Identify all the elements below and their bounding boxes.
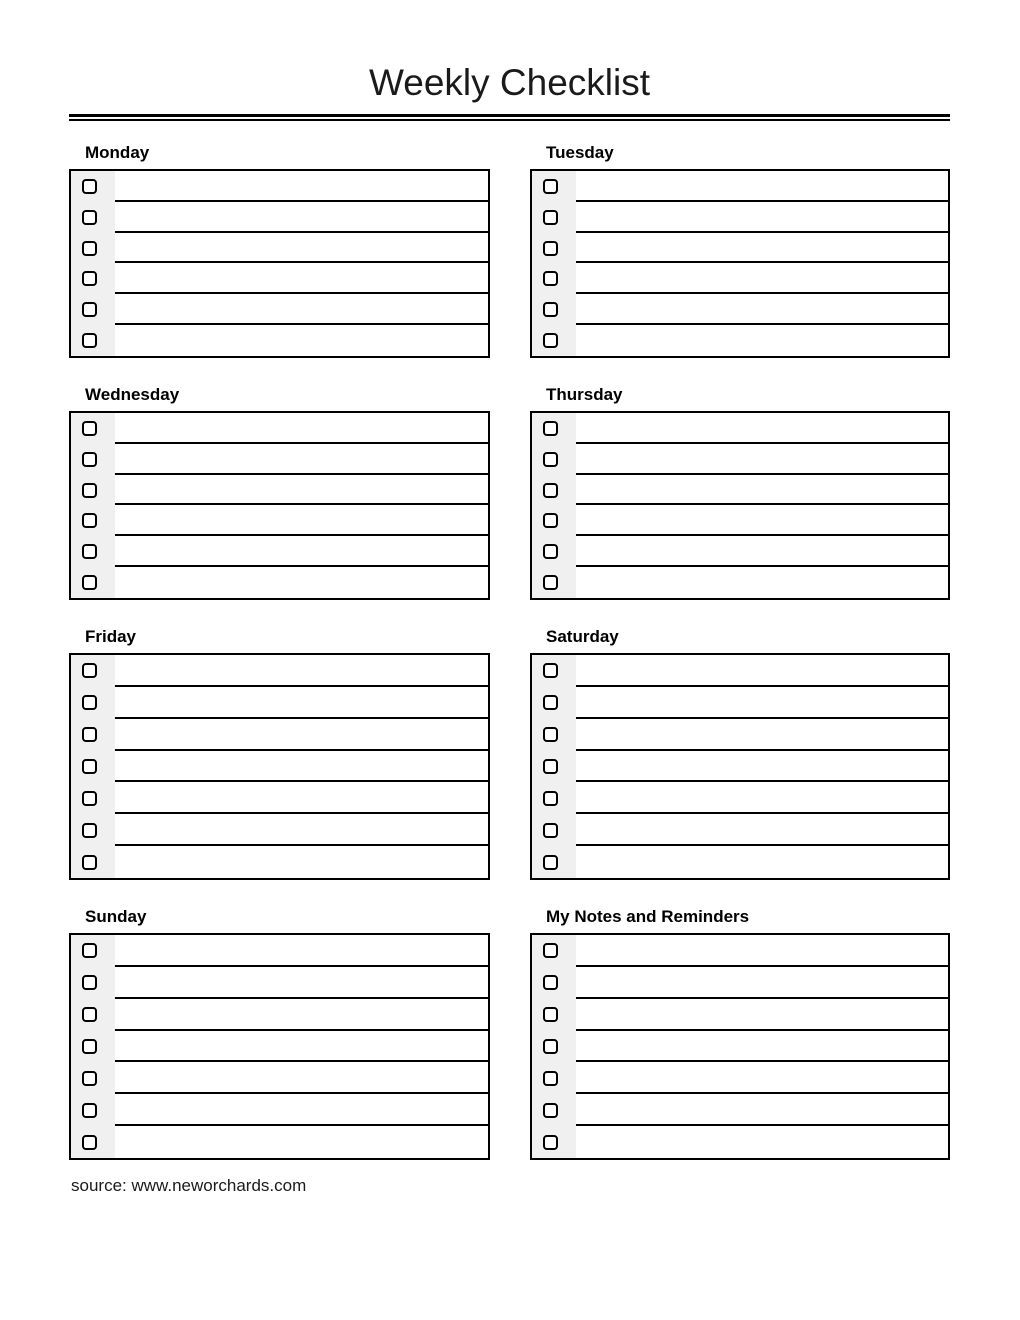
checkbox[interactable] bbox=[543, 663, 558, 678]
check-row bbox=[71, 325, 488, 356]
entry-line[interactable] bbox=[115, 536, 488, 567]
entry-line[interactable] bbox=[576, 999, 948, 1031]
check-row bbox=[532, 413, 948, 444]
entry-line[interactable] bbox=[576, 202, 948, 233]
checkbox-cell bbox=[71, 782, 115, 814]
checklist-box-friday bbox=[69, 653, 490, 880]
checkbox[interactable] bbox=[82, 575, 97, 590]
checkbox-cell bbox=[71, 325, 115, 356]
entry-line[interactable] bbox=[576, 719, 948, 751]
checkbox[interactable] bbox=[82, 333, 97, 348]
page-content bbox=[69, 0, 950, 1196]
section-title-friday: Friday bbox=[85, 627, 137, 646]
entry-line[interactable] bbox=[115, 935, 488, 967]
check-row bbox=[71, 751, 488, 783]
checkbox[interactable] bbox=[543, 943, 558, 958]
checkbox-cell bbox=[71, 233, 115, 264]
section-friday bbox=[69, 628, 490, 880]
checkbox[interactable] bbox=[543, 1103, 558, 1118]
checkbox[interactable] bbox=[543, 575, 558, 590]
check-row bbox=[71, 935, 488, 967]
check-row bbox=[71, 475, 488, 506]
checkbox-cell bbox=[532, 1094, 576, 1126]
checkbox-cell bbox=[532, 294, 576, 325]
checkbox[interactable] bbox=[82, 1039, 97, 1054]
entry-line[interactable] bbox=[576, 687, 948, 719]
checkbox-cell bbox=[71, 846, 115, 878]
check-row bbox=[71, 444, 488, 475]
check-row bbox=[71, 505, 488, 536]
checkbox-cell bbox=[71, 999, 115, 1031]
entry-line[interactable] bbox=[576, 1094, 948, 1126]
checkbox-cell bbox=[532, 475, 576, 506]
checklist-box-monday bbox=[69, 169, 490, 358]
checkbox-cell bbox=[71, 1094, 115, 1126]
checkbox-cell bbox=[71, 444, 115, 475]
checkbox-cell bbox=[71, 655, 115, 687]
checkbox[interactable] bbox=[82, 302, 97, 317]
checkbox[interactable] bbox=[82, 513, 97, 528]
checklist-box-saturday bbox=[530, 653, 950, 880]
check-row bbox=[532, 967, 948, 999]
check-row bbox=[71, 719, 488, 751]
checkbox-cell bbox=[532, 935, 576, 967]
checkbox-cell bbox=[71, 967, 115, 999]
check-row bbox=[532, 233, 948, 264]
check-row bbox=[532, 687, 948, 719]
checkbox-cell bbox=[532, 782, 576, 814]
checkbox-cell bbox=[71, 294, 115, 325]
checkbox-cell bbox=[71, 413, 115, 444]
checkbox[interactable] bbox=[82, 452, 97, 467]
entry-line[interactable] bbox=[115, 1094, 488, 1126]
checklist-box-notes bbox=[530, 933, 950, 1160]
checkbox[interactable] bbox=[82, 241, 97, 256]
check-row bbox=[71, 846, 488, 878]
entry-line[interactable] bbox=[115, 846, 488, 878]
checkbox-cell bbox=[71, 719, 115, 751]
title-divider-rule bbox=[69, 114, 950, 121]
section-title-wednesday: Wednesday bbox=[85, 385, 180, 404]
checkbox[interactable] bbox=[82, 1007, 97, 1022]
checkbox-cell bbox=[532, 814, 576, 846]
checkbox[interactable] bbox=[82, 975, 97, 990]
check-row bbox=[532, 935, 948, 967]
section-thursday bbox=[530, 386, 950, 600]
entry-line[interactable] bbox=[115, 655, 488, 687]
check-row bbox=[532, 171, 948, 202]
checklist-box-tuesday bbox=[530, 169, 950, 358]
entry-line[interactable] bbox=[115, 1031, 488, 1063]
checkbox[interactable] bbox=[82, 823, 97, 838]
check-row bbox=[71, 233, 488, 264]
check-row bbox=[532, 263, 948, 294]
check-row bbox=[71, 263, 488, 294]
checkbox[interactable] bbox=[543, 1039, 558, 1054]
checkbox-cell bbox=[532, 567, 576, 598]
checkbox[interactable] bbox=[543, 333, 558, 348]
check-row bbox=[71, 814, 488, 846]
checkbox[interactable] bbox=[82, 855, 97, 870]
entry-line[interactable] bbox=[115, 719, 488, 751]
checkbox[interactable] bbox=[543, 513, 558, 528]
check-row bbox=[532, 1126, 948, 1158]
check-row bbox=[532, 999, 948, 1031]
entry-line[interactable] bbox=[576, 751, 948, 783]
check-row bbox=[532, 567, 948, 598]
checkbox-cell bbox=[532, 171, 576, 202]
checkbox-cell bbox=[71, 475, 115, 506]
checkbox[interactable] bbox=[82, 421, 97, 436]
section-wednesday bbox=[69, 386, 490, 600]
entry-line[interactable] bbox=[576, 846, 948, 878]
checkbox[interactable] bbox=[543, 727, 558, 742]
entry-line[interactable] bbox=[576, 263, 948, 294]
checkbox-cell bbox=[532, 505, 576, 536]
source-text: source: www.neworchards.com bbox=[71, 1176, 307, 1195]
checkbox[interactable] bbox=[543, 271, 558, 286]
checkbox[interactable] bbox=[82, 943, 97, 958]
checkbox[interactable] bbox=[543, 452, 558, 467]
entry-line[interactable] bbox=[115, 294, 488, 325]
checkbox[interactable] bbox=[543, 421, 558, 436]
checklist-box-wednesday bbox=[69, 411, 490, 600]
checkbox-cell bbox=[532, 444, 576, 475]
entry-line[interactable] bbox=[576, 935, 948, 967]
checkbox[interactable] bbox=[82, 483, 97, 498]
checkbox[interactable] bbox=[543, 823, 558, 838]
checkbox-cell bbox=[532, 719, 576, 751]
checkbox-cell bbox=[71, 814, 115, 846]
entry-line[interactable] bbox=[576, 475, 948, 506]
checkbox-cell bbox=[71, 751, 115, 783]
checkbox[interactable] bbox=[543, 544, 558, 559]
entry-line[interactable] bbox=[115, 263, 488, 294]
check-row bbox=[71, 1062, 488, 1094]
entry-line[interactable] bbox=[576, 567, 948, 598]
entry-line[interactable] bbox=[115, 171, 488, 202]
entry-line[interactable] bbox=[576, 413, 948, 444]
check-row bbox=[532, 325, 948, 356]
entry-line[interactable] bbox=[576, 814, 948, 846]
section-saturday bbox=[530, 628, 950, 880]
checkbox-cell bbox=[532, 655, 576, 687]
check-row bbox=[71, 171, 488, 202]
checkbox[interactable] bbox=[82, 695, 97, 710]
section-title-notes: My Notes and Reminders bbox=[546, 907, 750, 926]
check-row bbox=[71, 999, 488, 1031]
check-row bbox=[532, 846, 948, 878]
checkbox[interactable] bbox=[82, 1135, 97, 1150]
checkbox-cell bbox=[71, 1126, 115, 1158]
checkbox-cell bbox=[71, 687, 115, 719]
checkbox[interactable] bbox=[543, 210, 558, 225]
checkbox[interactable] bbox=[543, 1135, 558, 1150]
checkbox-cell bbox=[532, 967, 576, 999]
check-row bbox=[532, 1062, 948, 1094]
section-title-sunday: Sunday bbox=[85, 907, 147, 926]
sections-grid bbox=[69, 144, 950, 1160]
checkbox-cell bbox=[532, 999, 576, 1031]
checkbox-cell bbox=[532, 325, 576, 356]
section-title-saturday: Saturday bbox=[546, 627, 619, 646]
entry-line[interactable] bbox=[576, 1126, 948, 1158]
entry-line[interactable] bbox=[115, 967, 488, 999]
checkbox-cell bbox=[71, 202, 115, 233]
entry-line[interactable] bbox=[115, 751, 488, 783]
entry-line[interactable] bbox=[576, 444, 948, 475]
checkbox-cell bbox=[71, 505, 115, 536]
entry-line[interactable] bbox=[115, 475, 488, 506]
check-row bbox=[532, 202, 948, 233]
section-title-monday: Monday bbox=[85, 143, 150, 162]
check-row bbox=[532, 294, 948, 325]
entry-line[interactable] bbox=[576, 294, 948, 325]
checkbox[interactable] bbox=[82, 727, 97, 742]
checkbox-cell bbox=[532, 751, 576, 783]
check-row bbox=[532, 782, 948, 814]
checkbox[interactable] bbox=[543, 695, 558, 710]
checkbox-cell bbox=[532, 1031, 576, 1063]
check-row bbox=[532, 655, 948, 687]
checkbox-cell bbox=[71, 567, 115, 598]
check-row bbox=[71, 413, 488, 444]
check-row bbox=[532, 444, 948, 475]
check-row bbox=[532, 475, 948, 506]
entry-line[interactable] bbox=[115, 567, 488, 598]
entry-line[interactable] bbox=[576, 655, 948, 687]
checkbox-cell bbox=[532, 233, 576, 264]
checkbox-cell bbox=[532, 202, 576, 233]
checkbox-cell bbox=[532, 1126, 576, 1158]
checkbox[interactable] bbox=[82, 1103, 97, 1118]
entry-line[interactable] bbox=[115, 233, 488, 264]
checkbox[interactable] bbox=[543, 1007, 558, 1022]
checkbox[interactable] bbox=[543, 791, 558, 806]
entry-line[interactable] bbox=[115, 782, 488, 814]
entry-line[interactable] bbox=[576, 171, 948, 202]
check-row bbox=[71, 1094, 488, 1126]
entry-line[interactable] bbox=[576, 505, 948, 536]
checklist-box-thursday bbox=[530, 411, 950, 600]
check-row bbox=[71, 687, 488, 719]
entry-line[interactable] bbox=[576, 536, 948, 567]
check-row bbox=[532, 719, 948, 751]
checkbox[interactable] bbox=[543, 483, 558, 498]
section-title-thursday: Thursday bbox=[546, 385, 623, 404]
checkbox-cell bbox=[71, 536, 115, 567]
check-row bbox=[71, 967, 488, 999]
checkbox[interactable] bbox=[543, 179, 558, 194]
checkbox-cell bbox=[532, 687, 576, 719]
entry-line[interactable] bbox=[576, 782, 948, 814]
checkbox[interactable] bbox=[82, 663, 97, 678]
checkbox[interactable] bbox=[82, 791, 97, 806]
check-row bbox=[71, 782, 488, 814]
checkbox[interactable] bbox=[82, 210, 97, 225]
checkbox-cell bbox=[71, 263, 115, 294]
checkbox-cell bbox=[71, 1031, 115, 1063]
check-row bbox=[532, 536, 948, 567]
section-title-tuesday: Tuesday bbox=[546, 143, 614, 162]
check-row bbox=[71, 655, 488, 687]
entry-line[interactable] bbox=[576, 967, 948, 999]
check-row bbox=[532, 1094, 948, 1126]
check-row bbox=[71, 294, 488, 325]
check-row bbox=[532, 814, 948, 846]
check-row bbox=[532, 505, 948, 536]
entry-line[interactable] bbox=[115, 1126, 488, 1158]
check-row bbox=[71, 567, 488, 598]
checkbox-cell bbox=[532, 536, 576, 567]
entry-line[interactable] bbox=[115, 814, 488, 846]
check-row bbox=[71, 202, 488, 233]
entry-line[interactable] bbox=[115, 202, 488, 233]
checkbox-cell bbox=[71, 935, 115, 967]
checkbox-cell bbox=[532, 846, 576, 878]
check-row bbox=[71, 1031, 488, 1063]
check-row bbox=[71, 536, 488, 567]
entry-line[interactable] bbox=[115, 1062, 488, 1094]
page-title: Weekly Checklist bbox=[368, 62, 650, 103]
checkbox-cell bbox=[532, 1062, 576, 1094]
checklist-box-sunday bbox=[69, 933, 490, 1160]
entry-line[interactable] bbox=[115, 325, 488, 356]
checkbox[interactable] bbox=[543, 855, 558, 870]
entry-line[interactable] bbox=[576, 233, 948, 264]
section-notes bbox=[530, 908, 950, 1160]
check-row bbox=[532, 751, 948, 783]
entry-line[interactable] bbox=[115, 999, 488, 1031]
checkbox[interactable] bbox=[82, 544, 97, 559]
entry-line[interactable] bbox=[115, 687, 488, 719]
checkbox-cell bbox=[71, 171, 115, 202]
checkbox[interactable] bbox=[543, 975, 558, 990]
section-monday bbox=[69, 144, 490, 358]
entry-line[interactable] bbox=[115, 413, 488, 444]
check-row bbox=[532, 1031, 948, 1063]
entry-line[interactable] bbox=[576, 325, 948, 356]
checkbox-cell bbox=[532, 413, 576, 444]
checkbox-cell bbox=[71, 1062, 115, 1094]
entry-line[interactable] bbox=[115, 505, 488, 536]
entry-line[interactable] bbox=[576, 1062, 948, 1094]
check-row bbox=[71, 1126, 488, 1158]
checkbox[interactable] bbox=[543, 1071, 558, 1086]
checkbox[interactable] bbox=[82, 179, 97, 194]
section-sunday bbox=[69, 908, 490, 1160]
checkbox-cell bbox=[532, 263, 576, 294]
checkbox[interactable] bbox=[82, 1071, 97, 1086]
checkbox[interactable] bbox=[543, 302, 558, 317]
entry-line[interactable] bbox=[576, 1031, 948, 1063]
section-tuesday bbox=[530, 144, 950, 358]
checkbox[interactable] bbox=[543, 759, 558, 774]
checkbox[interactable] bbox=[82, 759, 97, 774]
checkbox[interactable] bbox=[82, 271, 97, 286]
entry-line[interactable] bbox=[115, 444, 488, 475]
checkbox[interactable] bbox=[543, 241, 558, 256]
